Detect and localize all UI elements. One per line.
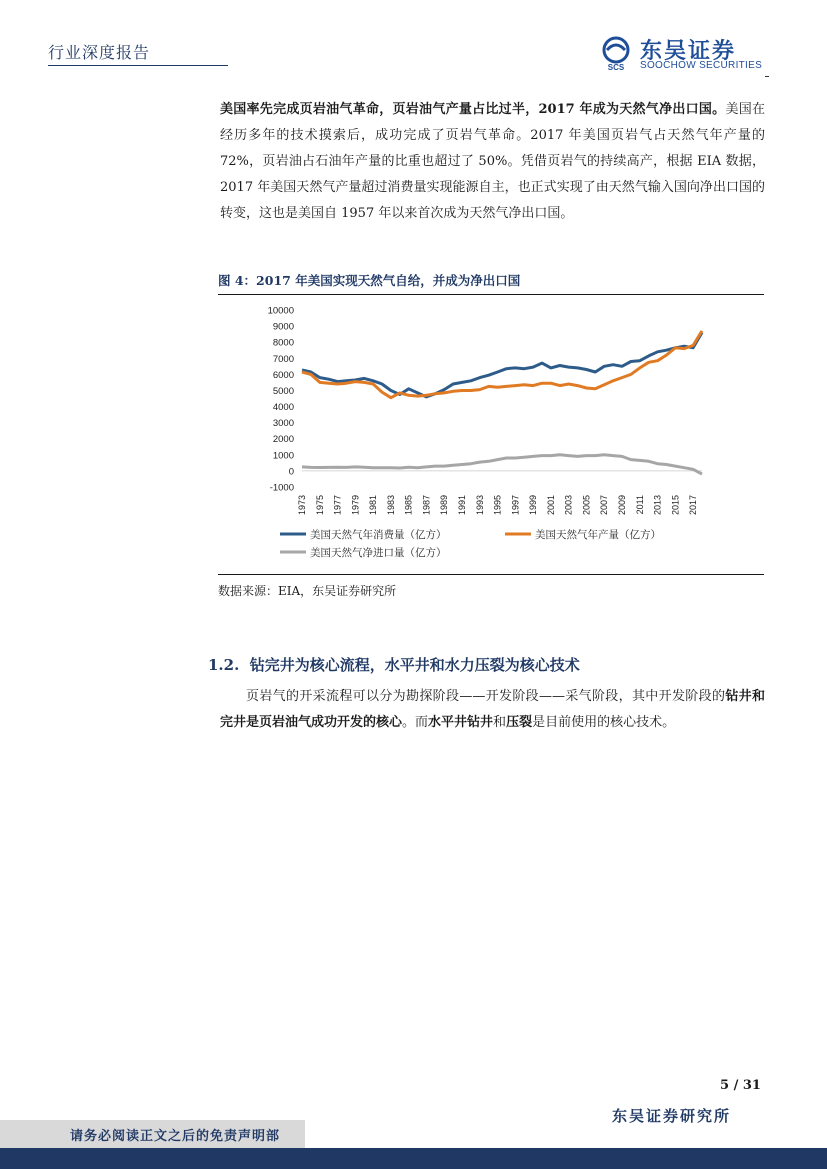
svg-text:SCS: SCS — [607, 63, 625, 72]
section-number: 1.2. — [208, 656, 240, 674]
x-tick-label: 1991 — [457, 495, 467, 516]
legend-label-2: 美国天然气年产量（亿方） — [535, 529, 661, 541]
gas-balance-chart — [230, 300, 730, 570]
y-tick-label: 7000 — [272, 353, 294, 365]
x-tick-label: 2007 — [599, 495, 610, 516]
y-tick-label: 1000 — [272, 450, 294, 462]
x-tick-label: 1985 — [403, 495, 414, 516]
y-tick-label: 5000 — [272, 385, 294, 397]
page-number: 5 / 31 — [720, 1078, 761, 1093]
logo-english-name: SOOCHOW SECURITIES — [640, 60, 763, 71]
y-tick-label: 0 — [288, 466, 294, 478]
x-tick-label: 2005 — [581, 495, 592, 516]
x-tick-label: 2011 — [634, 495, 645, 515]
disclaimer-text: 请务必阅读正文之后的免责声明部 — [70, 1129, 281, 1144]
x-tick-label: 2015 — [670, 495, 681, 516]
header-rule — [48, 65, 228, 66]
x-tick-label: 1997 — [510, 495, 521, 516]
x-tick-label: 1981 — [368, 495, 379, 516]
y-tick-label: 2000 — [272, 434, 294, 446]
intro-bold-lead: 美国率先完成页岩油气革命，页岩油气产量占比过半，2017 年成为天然气净出口国。 — [220, 102, 726, 117]
y-tick-label: 9000 — [272, 321, 294, 333]
figure-source: 数据来源：EIA，东吴证券研究所 — [218, 584, 397, 598]
legend-label-3: 美国天然气净进口量（亿方） — [310, 547, 447, 559]
header-mark — [765, 76, 769, 77]
x-tick-label: 1989 — [439, 495, 450, 516]
footer-organization: 东吴证券研究所 — [612, 1107, 732, 1125]
body-text-1: 页岩气的开采流程可以分为勘探阶段——开发阶段——采气阶段，其中开发阶段的 — [246, 689, 726, 704]
x-tick-label: 1993 — [474, 495, 485, 516]
figure-caption: 图 4：2017 年美国实现天然气自给，并成为净出口国 — [218, 273, 521, 288]
y-tick-label: 6000 — [272, 369, 294, 381]
x-tick-label: 1987 — [421, 495, 432, 516]
x-tick-label: 2001 — [545, 495, 556, 516]
body-text-3: 和 — [493, 715, 507, 730]
x-axis — [297, 471, 702, 515]
y-tick-label: -1000 — [269, 482, 294, 494]
x-tick-label: 2003 — [563, 495, 574, 516]
x-tick-label: 1983 — [385, 495, 396, 516]
x-tick-label: 2013 — [652, 495, 663, 516]
y-tick-label: 4000 — [272, 402, 294, 414]
x-tick-label: 1995 — [492, 495, 503, 516]
series-lines — [302, 331, 702, 474]
x-tick-label: 1975 — [314, 495, 325, 516]
y-tick-label: 10000 — [267, 305, 294, 317]
section-title: 钻完井为核心流程，水平井和水力压裂为核心技术 — [249, 656, 580, 674]
y-tick-label: 8000 — [272, 337, 294, 349]
y-axis — [268, 306, 294, 494]
x-tick-label: 1977 — [332, 495, 343, 516]
body-bold-2: 水平井钻井 — [428, 715, 494, 730]
x-tick-label: 1979 — [350, 495, 361, 516]
figure-top-rule — [218, 294, 764, 295]
section-heading — [208, 654, 580, 675]
chart-legend — [280, 528, 661, 559]
x-tick-label: 2009 — [617, 495, 627, 516]
x-tick-label: 1999 — [528, 495, 539, 516]
y-tick-label: 3000 — [272, 418, 294, 430]
footer-disclaimer-box — [0, 1120, 305, 1148]
body-bold-1: 钻井和完井是页岩油气成功开发的核心 — [220, 689, 765, 730]
intro-paragraph — [220, 97, 765, 227]
body-text-2: 。而 — [402, 715, 429, 730]
figure-bottom-rule — [218, 574, 764, 575]
logo-chinese-name: 东吴证券 — [640, 39, 737, 64]
x-tick-label: 1973 — [297, 495, 307, 516]
scs-logo-icon — [598, 36, 634, 72]
body-paragraph — [220, 684, 765, 736]
intro-text: 美国在经历多年的技术摸索后，成功完成了页岩气革命。2017 年美国页岩气占天然气年产量的 72%，页岩油占石油年产量的比重也超过了 50%。凭借页岩气的持续高产，根据 EIA 数据，2017 年美国天然气产量超过消费量实现能源自主，也正式实现了由天然气输入国向净出口国的转变，这也是美国自 1957 年以来首次成为天然气净出口国。 — [220, 102, 765, 221]
company-logo — [598, 36, 768, 76]
x-tick-label: 2017 — [688, 495, 699, 516]
series-line-2 — [302, 331, 702, 398]
report-type-label: 行业深度报告 — [48, 43, 151, 62]
footer-bar — [0, 1148, 827, 1169]
legend-label-1: 美国天然气年消费量（亿方） — [310, 529, 447, 541]
body-text-4: 是目前使用的核心技术。 — [532, 715, 676, 730]
body-bold-3: 压裂 — [506, 715, 533, 730]
